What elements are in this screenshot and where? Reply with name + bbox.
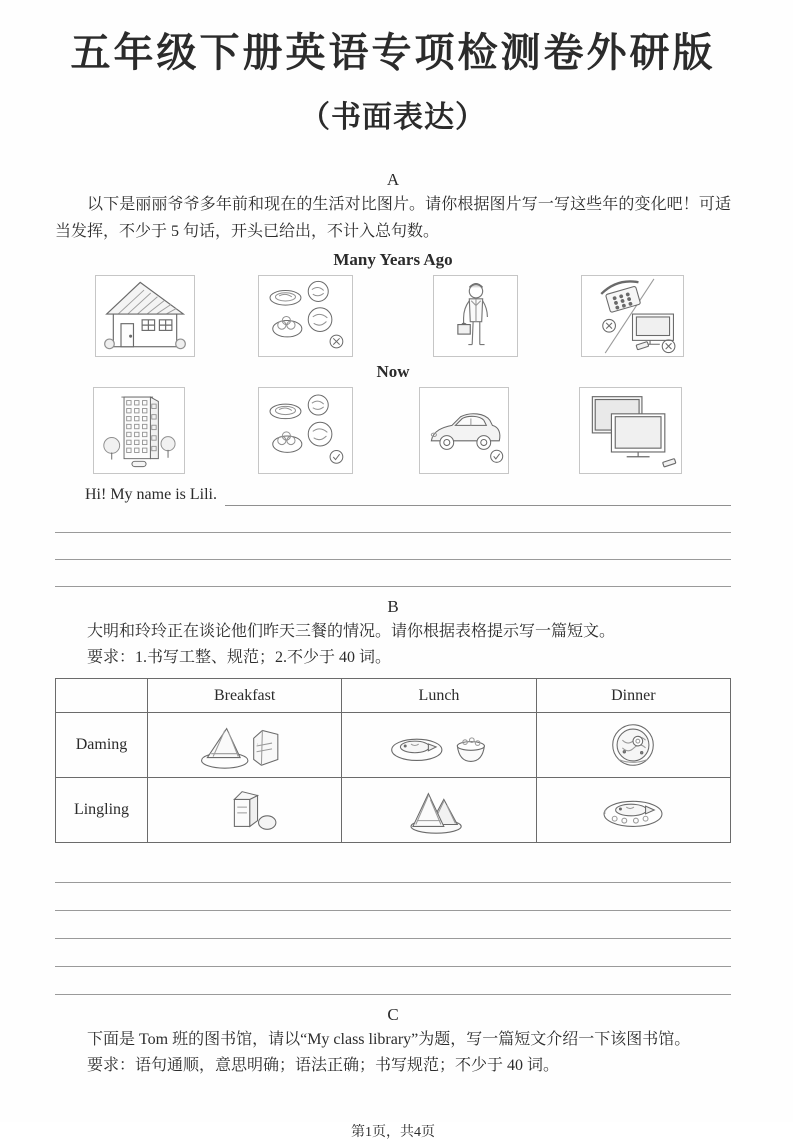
telephone-and-tv-crossed-image: [581, 275, 684, 357]
fish-plate-icon: [578, 782, 688, 838]
section-a-label: A: [386, 170, 400, 189]
section-b-requirements: 要求：1.书写工整、规范；2.不少于 40 词。: [87, 649, 392, 666]
lingling-breakfast-cell: [148, 778, 342, 843]
page-subtitle: （书面表达）: [300, 101, 486, 134]
dinner-header-cell: Dinner: [536, 679, 730, 713]
two-tvs-image: [579, 387, 682, 474]
writing-line: [55, 883, 731, 911]
page-number: 第1页，共4页: [351, 1125, 435, 1140]
corner-header-cell: [56, 679, 148, 713]
page-title: 五年级下册英语专项检测卷外研版: [70, 30, 716, 75]
table-row-daming: [56, 713, 731, 778]
writing-line: [55, 560, 731, 587]
past-images-row: [55, 275, 731, 357]
daming-lunch-cell: [342, 713, 536, 778]
two-tvs-icon: [581, 390, 680, 472]
breakfast-header-cell: Breakfast: [148, 679, 342, 713]
simple-food-crossed-image: [258, 275, 353, 357]
tall-building-icon: [95, 389, 183, 472]
writing-line: [55, 911, 731, 939]
row-name-cell: Daming: [56, 713, 148, 778]
milk-and-egg-icon: [190, 782, 300, 838]
lunch-header-cell: Lunch: [342, 679, 536, 713]
table-header-row: [56, 679, 731, 713]
many-years-ago-title: Many Years Ago: [333, 250, 453, 269]
writing-line: [55, 967, 731, 995]
now-title: Now: [376, 362, 410, 381]
writing-line: [55, 506, 731, 533]
sandwich-and-milk-icon: [190, 717, 300, 773]
writing-line: [55, 533, 731, 560]
car-icon: [421, 390, 507, 471]
house-icon: [97, 277, 193, 355]
meals-table: [55, 678, 731, 843]
daming-dinner-cell: [536, 713, 730, 778]
section-c-label: C: [387, 1005, 399, 1024]
opening-sentence: Hi! My name is Lili.: [85, 486, 217, 503]
fish-and-rice-icon: [384, 717, 494, 773]
now-images-row: [55, 387, 731, 474]
opening-sentence-line: [55, 484, 731, 506]
section-b-instructions: 大明和玲玲正在谈论他们昨天三餐的情况。请你根据表格提示写一篇短文。: [87, 623, 616, 640]
section-c-requirements: 要求：语句通顺，意思明确；语法正确；书写规范；不少于 40 词。: [87, 1057, 560, 1074]
apartment-building-image: [93, 387, 185, 474]
writing-line: [55, 939, 731, 967]
table-row-lingling: [56, 778, 731, 843]
sandwich-icon: [384, 782, 494, 838]
row-name-cell: Lingling: [56, 778, 148, 843]
old-house-image: [95, 275, 195, 357]
noodle-soup-icon: [578, 717, 688, 773]
car-checked-image: [419, 387, 509, 474]
section-b-label: B: [387, 597, 399, 616]
daming-breakfast-cell: [148, 713, 342, 778]
section-a-instructions: 以下是丽丽爷爷多年前和现在的生活对比图片。请你根据图片写一写这些年的变化吧！可适当发挥，不少于 5 句话，开头已给出，不计入总句数。: [55, 196, 731, 240]
rich-food-checked-image: [258, 387, 353, 474]
section-c-instructions: 下面是 Tom 班的图书馆，请以“My class library”为题，写一篇短文介绍一下该图书馆。: [87, 1031, 691, 1048]
lingling-dinner-cell: [536, 778, 730, 843]
writing-line: [55, 855, 731, 883]
rich-food-icon: [260, 390, 351, 471]
person-with-bag-icon: [435, 277, 516, 355]
writing-line: [225, 489, 731, 506]
man-walking-with-bag-image: [433, 275, 518, 357]
lingling-lunch-cell: [342, 778, 536, 843]
plain-food-icon: [260, 277, 351, 355]
no-phone-no-tv-icon: [583, 277, 682, 355]
